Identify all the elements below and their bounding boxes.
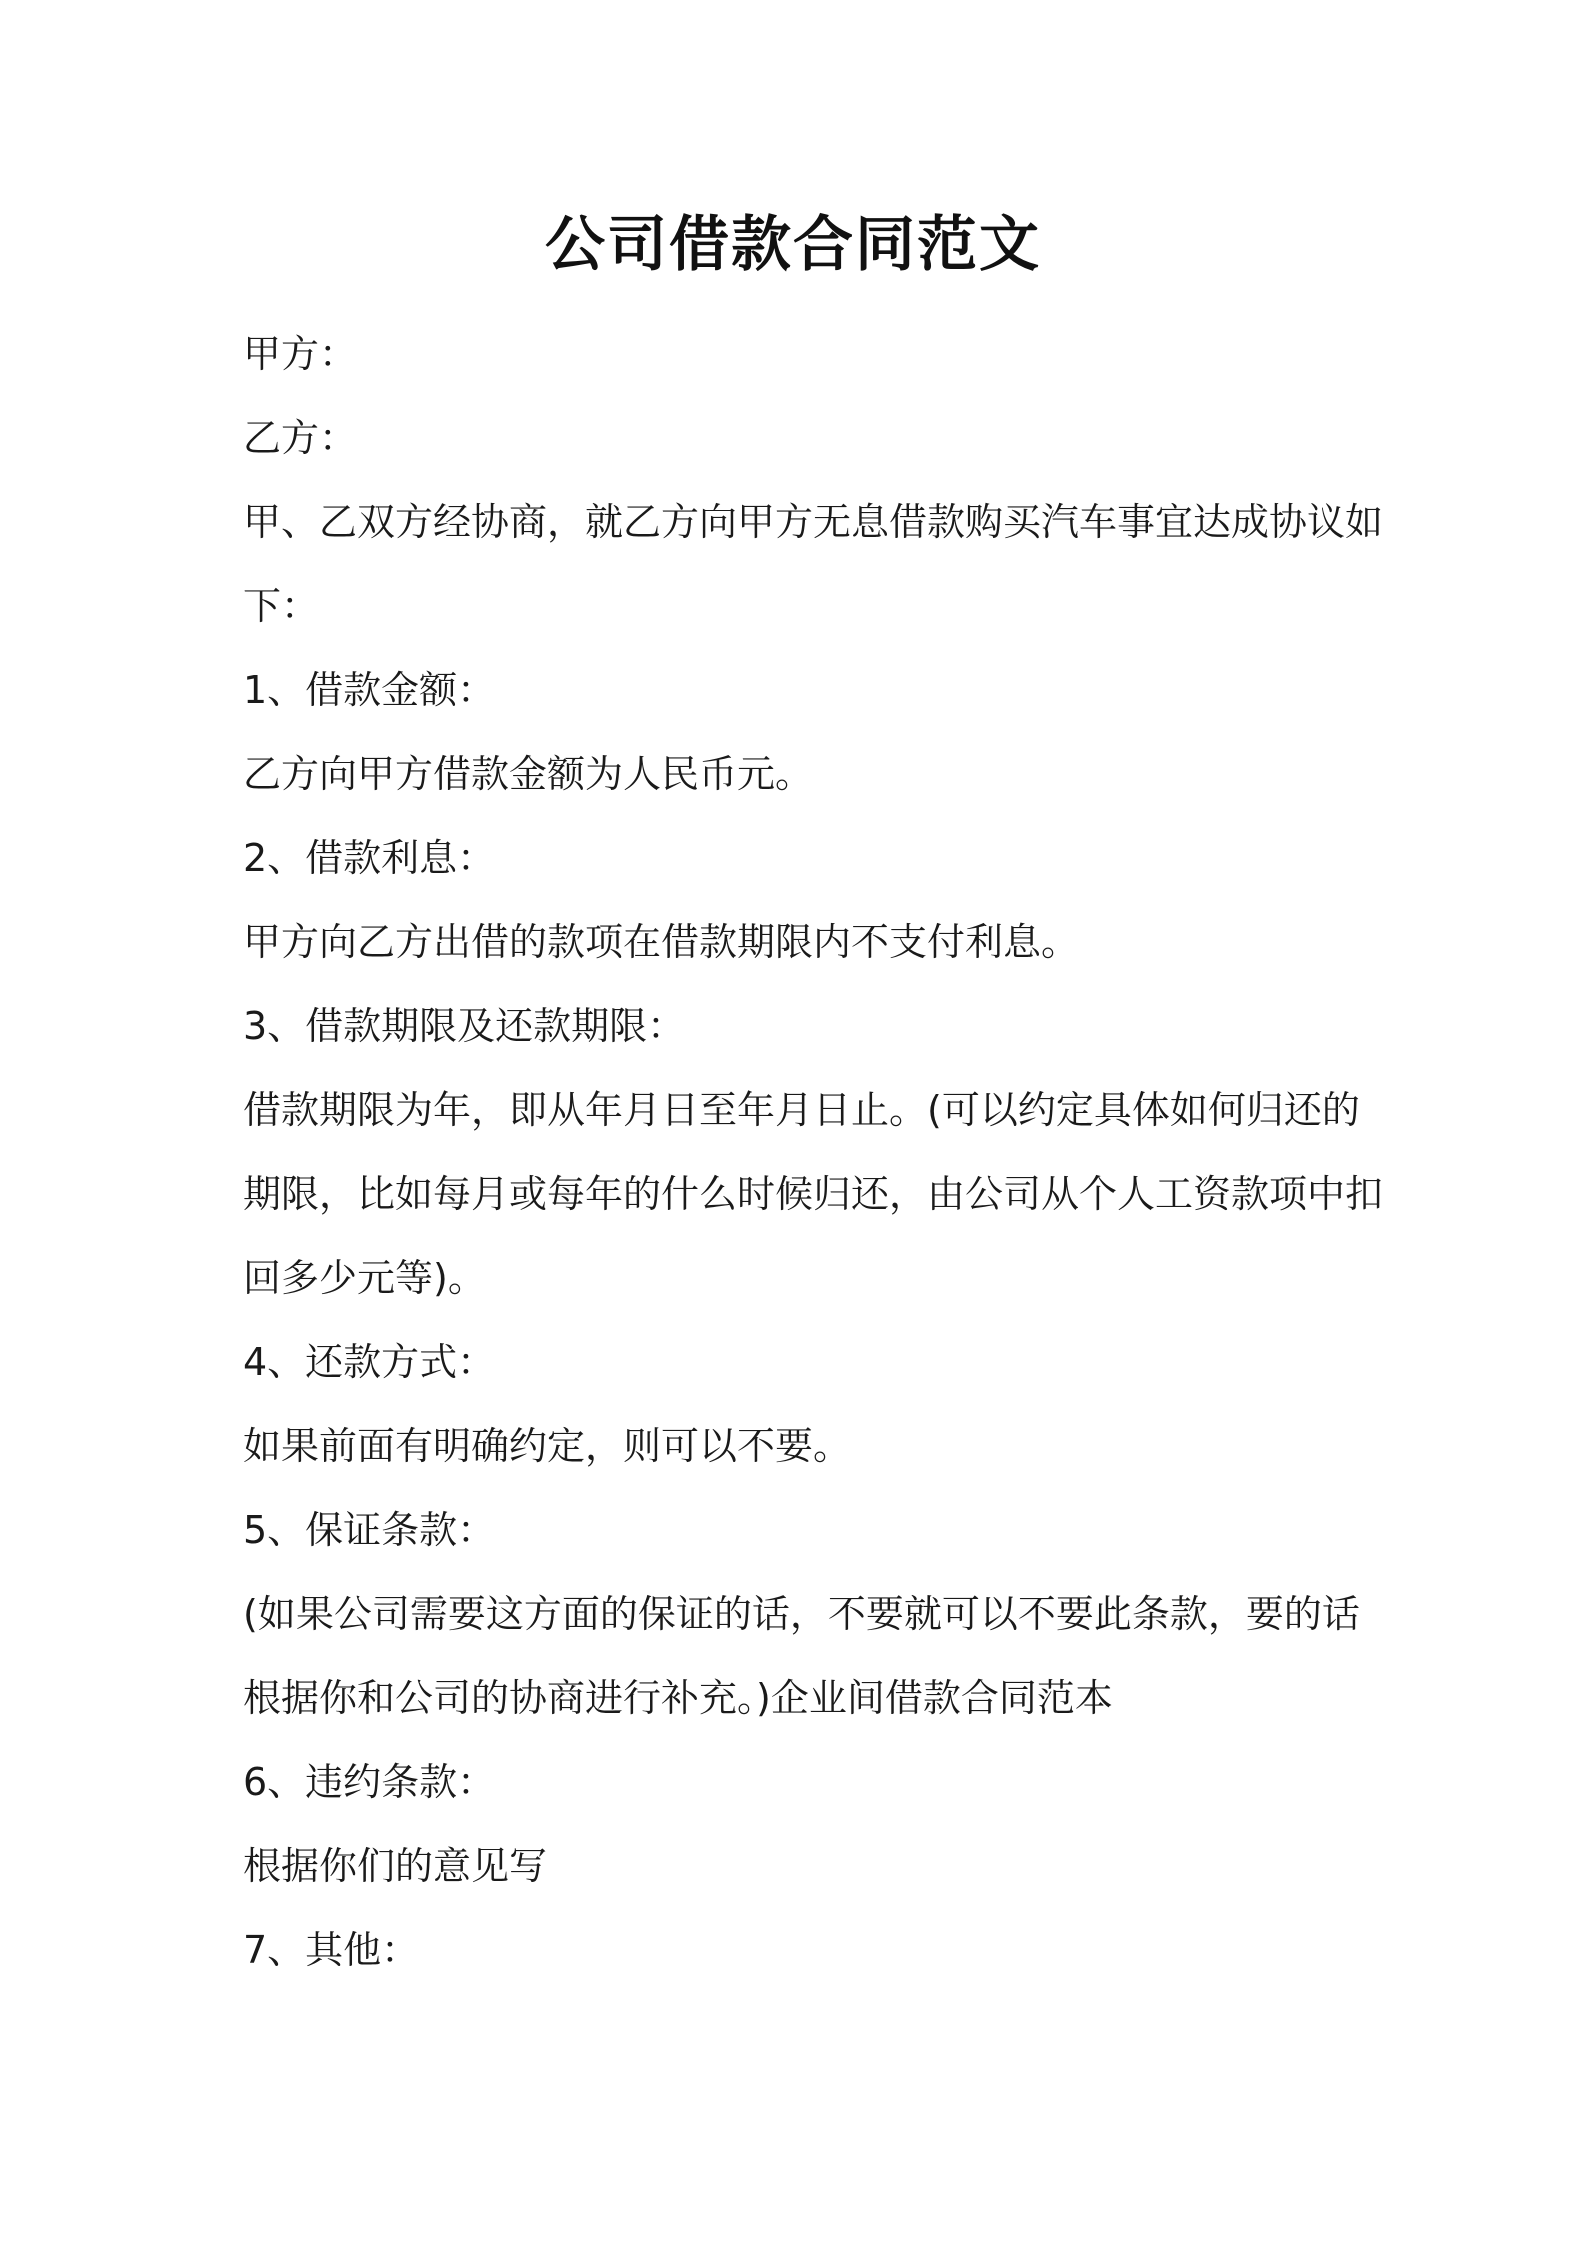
section-5-heading: 5、保证条款： (243, 1508, 496, 1552)
section-3-text-line-3: 回多少元等)。 (243, 1256, 486, 1300)
section-1-text: 乙方向甲方借款金额为人民币元。 (243, 752, 814, 796)
party-b-line: 乙方： (243, 416, 358, 460)
section-6-heading: 6、违约条款： (243, 1760, 496, 1804)
agreement-intro-line-2: 下： (243, 584, 320, 628)
section-2-heading: 2、借款利息： (243, 836, 496, 880)
section-6-text: 根据你们的意见写 (243, 1844, 548, 1888)
section-5-text-line-1: (如果公司需要这方面的保证的话，不要就可以不要此条款，要的话 (243, 1592, 1360, 1636)
party-a-line: 甲方： (243, 332, 358, 376)
section-1-heading: 1、借款金额： (243, 668, 496, 712)
section-3-text-line-2: 期限，比如每月或每年的什么时候归还，由公司从个人工资款项中扣 (243, 1172, 1384, 1216)
section-5-text-line-2: 根据你和公司的协商进行补充。)企业间借款合同范本 (243, 1676, 1113, 1720)
section-3-heading: 3、借款期限及还款期限： (243, 1004, 686, 1048)
document-body (243, 312, 1384, 1992)
section-2-text: 甲方向乙方出借的款项在借款期限内不支付利息。 (243, 920, 1080, 964)
section-3-text-line-1: 借款期限为年，即从年月日至年月日止。(可以约定具体如何归还的 (243, 1088, 1360, 1132)
document-title: 公司借款合同范文 (545, 210, 1041, 280)
section-4-heading: 4、还款方式： (243, 1340, 496, 1384)
section-7-heading: 7、其他： (243, 1928, 420, 1972)
agreement-intro-line-1: 甲、乙双方经协商，就乙方向甲方无息借款购买汽车事宜达成协议如 (243, 500, 1384, 544)
section-4-text: 如果前面有明确约定，则可以不要。 (243, 1424, 852, 1468)
